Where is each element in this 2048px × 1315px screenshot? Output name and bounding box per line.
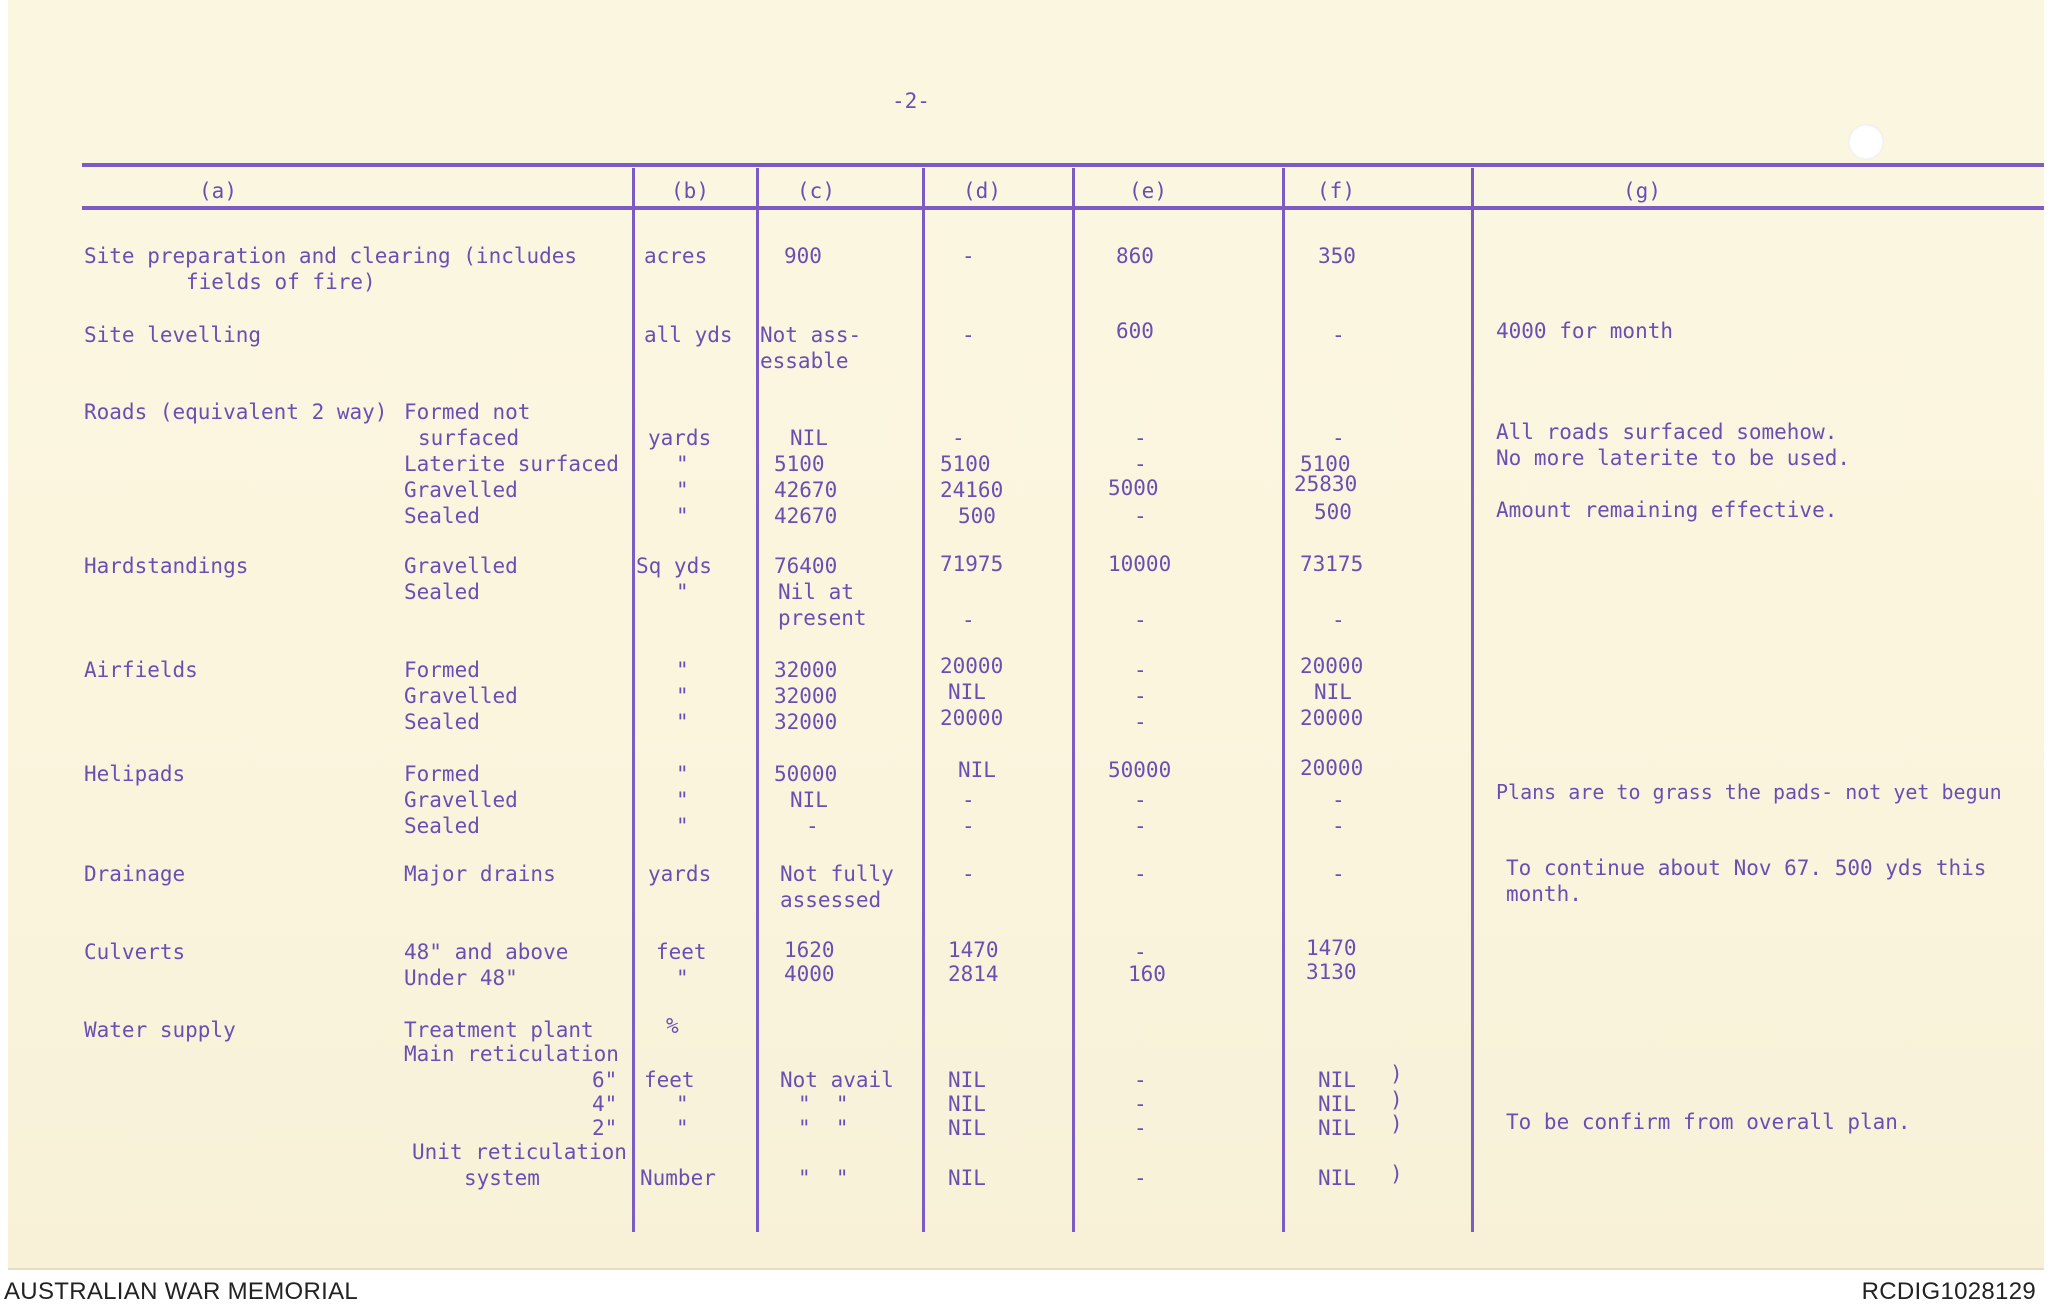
cell-value: 500 [958,504,996,528]
cell-unit: feet [656,940,707,964]
cell-value: 42670 [774,478,838,502]
cell-value: 5100 [774,452,825,476]
bracket: ) [1390,1088,1403,1112]
cell-remark: No more laterite to be used. [1496,446,1851,470]
row-sublabel: Sealed [404,814,480,838]
row-sublabel: Gravelled [404,478,518,502]
cell-value: 4000 [784,962,835,986]
cell-value: 350 [1318,244,1356,268]
row-label: Drainage [84,862,186,886]
row-label: Roads (equivalent 2 way) [84,400,388,424]
cell-unit: " [676,966,689,990]
cell-value: - [962,323,975,347]
row-label: Culverts [84,940,186,964]
cell-value: 5100 [940,452,991,476]
cell-value: - [1134,1068,1147,1092]
cell-value: 1620 [784,938,835,962]
cell-value: - [962,862,975,886]
row-label: Airfields [84,658,198,682]
cell-value: 71975 [940,552,1004,576]
cell-value: - [1134,608,1147,632]
cell-value: - [962,814,975,838]
cell-value: - [1332,323,1345,347]
cell-value: NIL [948,1092,986,1116]
cell-value: 20000 [1300,756,1364,780]
cell-value: NIL [790,426,828,450]
cell-unit: " [676,762,689,786]
cell-unit: " [676,478,689,502]
cell-value: - [1134,658,1147,682]
row-sublabel: Sealed [404,580,480,604]
cell-value: 160 [1128,962,1166,986]
row-sublabel: 2" [592,1116,618,1140]
cell-value: - [1134,452,1147,476]
cell-value: - [806,814,819,838]
cell-value: - [1332,862,1345,886]
row-sublabel: Laterite surfaced [404,452,619,476]
header-bottom-rule [82,206,2044,210]
cell-value: 20000 [940,654,1004,678]
cell-remark: To continue about Nov 67. 500 yds this [1506,856,1987,880]
cell-unit: " [676,1092,689,1116]
cell-value: 50000 [774,762,838,786]
cell-value: - [1134,426,1147,450]
cell-value: 32000 [774,710,838,734]
row-sublabel: 4" [592,1092,618,1116]
row-sublabel: 48" and above [404,940,569,964]
cell-remark: All roads surfaced somehow. [1496,420,1838,444]
row-sublabel: Sealed [404,504,480,528]
cell-unit: " [676,452,689,476]
row-label: Site preparation and clearing (includes [84,244,578,268]
cell-value: - [1134,684,1147,708]
column-header-b: (b) [671,179,709,203]
row-sublabel: Formed [404,658,480,682]
footer-credit: AUSTRALIAN WAR MEMORIAL [4,1278,359,1305]
cell-value: NIL [1314,680,1352,704]
column-rule-g [1471,168,1474,1232]
cell-value: - [962,608,975,632]
cell-value: 76400 [774,554,838,578]
cell-value: - [962,788,975,812]
row-sublabel: 6" [592,1068,618,1092]
cell-value: - [1134,1092,1147,1116]
bracket: ) [1390,1062,1403,1086]
cell-unit: " [676,684,689,708]
document-page [8,0,2044,1270]
cell-value: essable [760,349,849,373]
row-sublabel: Gravelled [404,788,518,812]
cell-value: Not avail [780,1068,894,1092]
cell-value: - [952,426,965,450]
cell-value: 20000 [1300,706,1364,730]
row-sublabel: Gravelled [404,684,518,708]
row-sublabel: Major drains [404,862,556,886]
cell-value: - [1332,608,1345,632]
cell-value: 25830 [1294,472,1358,496]
cell-value: - [1134,940,1147,964]
punch-hole [1848,124,1884,160]
row-sublabel: Formed not [404,400,531,424]
cell-unit: all yds [644,323,733,347]
cell-value: 10000 [1108,552,1172,576]
row-sublabel: Unit reticulation [412,1140,627,1164]
row-label: Helipads [84,762,186,786]
cell-value: 600 [1116,319,1154,343]
cell-unit: feet [644,1068,695,1092]
cell-value: NIL [1318,1166,1356,1190]
cell-value: 860 [1116,244,1154,268]
cell-value: " " [798,1116,849,1140]
cell-value: NIL [958,758,996,782]
cell-value: 500 [1314,500,1352,524]
cell-value: 1470 [948,938,999,962]
column-header-a: (a) [199,179,237,203]
cell-value: 24160 [940,478,1004,502]
row-sublabel: Formed [404,762,480,786]
cell-value: NIL [948,680,986,704]
row-label: Site levelling [84,323,262,347]
cell-value: - [1134,710,1147,734]
cell-value: NIL [1318,1116,1356,1140]
cell-remark: Amount remaining effective. [1496,498,1838,522]
cell-value: - [962,244,975,268]
cell-value: 32000 [774,684,838,708]
cell-value: Not ass- [760,323,862,347]
row-sublabel: Gravelled [404,554,518,578]
cell-value: present [778,606,867,630]
bracket: ) [1390,1162,1403,1186]
cell-value: " " [798,1166,849,1190]
cell-value: 73175 [1300,552,1364,576]
column-rule-e [1072,168,1075,1232]
cell-unit: " [676,788,689,812]
header-top-rule [82,163,2044,167]
cell-value: - [1134,1166,1147,1190]
cell-remark: month. [1506,882,1582,906]
cell-unit: acres [644,244,708,268]
column-rule-d [922,168,925,1232]
page-number: -2- [892,89,930,113]
cell-value: 32000 [774,658,838,682]
cell-unit: Sq yds [636,554,712,578]
row-sublabel: system [464,1166,540,1190]
column-header-g: (g) [1623,179,1661,203]
column-header-d: (d) [963,179,1001,203]
cell-value: 3130 [1306,960,1357,984]
row-sublabel: Sealed [404,710,480,734]
cell-value: NIL [1318,1092,1356,1116]
cell-value: 20000 [1300,654,1364,678]
cell-value: 20000 [940,706,1004,730]
cell-value: - [1134,814,1147,838]
cell-remark: To be confirm from overall plan. [1506,1110,1911,1134]
cell-value: " " [798,1092,849,1116]
cell-unit: " [676,814,689,838]
cell-value: NIL [1318,1068,1356,1092]
column-rule-f [1282,168,1285,1232]
column-rule-c [756,168,759,1232]
cell-value: 50000 [1108,758,1172,782]
cell-value: 42670 [774,504,838,528]
cell-value: - [1332,788,1345,812]
cell-value: NIL [948,1116,986,1140]
row-sublabel: surfaced [418,426,520,450]
cell-value: - [1134,1116,1147,1140]
column-rule-b [632,168,635,1232]
cell-unit: " [676,710,689,734]
cell-remark: Plans are to grass the pads- not yet begun [1496,780,2002,804]
row-label: fields of fire) [186,270,376,294]
cell-value: NIL [948,1166,986,1190]
cell-value: 5100 [1300,452,1351,476]
cell-unit: Number [640,1166,716,1190]
cell-unit: yards [648,862,712,886]
row-sublabel: Under 48" [404,966,518,990]
cell-unit: " [676,658,689,682]
cell-unit: yards [648,426,712,450]
cell-unit: " [676,504,689,528]
column-header-f: (f) [1317,179,1355,203]
cell-value: - [1134,788,1147,812]
row-sublabel: Treatment plant [404,1018,594,1042]
cell-value: 1470 [1306,936,1357,960]
column-header-e: (e) [1129,179,1167,203]
cell-unit: % [666,1014,679,1038]
cell-value: - [1332,814,1345,838]
cell-value: NIL [790,788,828,812]
row-label: Water supply [84,1018,236,1042]
cell-remark: 4000 for month [1496,319,1674,343]
footer-identifier: RCDIG1028129 [1861,1278,2036,1305]
bracket: ) [1390,1112,1403,1136]
cell-value: - [1134,862,1147,886]
cell-value: 2814 [948,962,999,986]
cell-value: Not fully [780,862,894,886]
cell-value: Nil at [778,580,854,604]
cell-unit: " [676,580,689,604]
cell-unit: " [676,1116,689,1140]
cell-value: - [1134,504,1147,528]
cell-value: assessed [780,888,882,912]
cell-value: - [1332,426,1345,450]
column-header-c: (c) [797,179,835,203]
cell-value: 900 [784,244,822,268]
cell-value: 5000 [1108,476,1159,500]
row-label: Hardstandings [84,554,249,578]
cell-value: NIL [948,1068,986,1092]
row-sublabel: Main reticulation [404,1042,619,1066]
